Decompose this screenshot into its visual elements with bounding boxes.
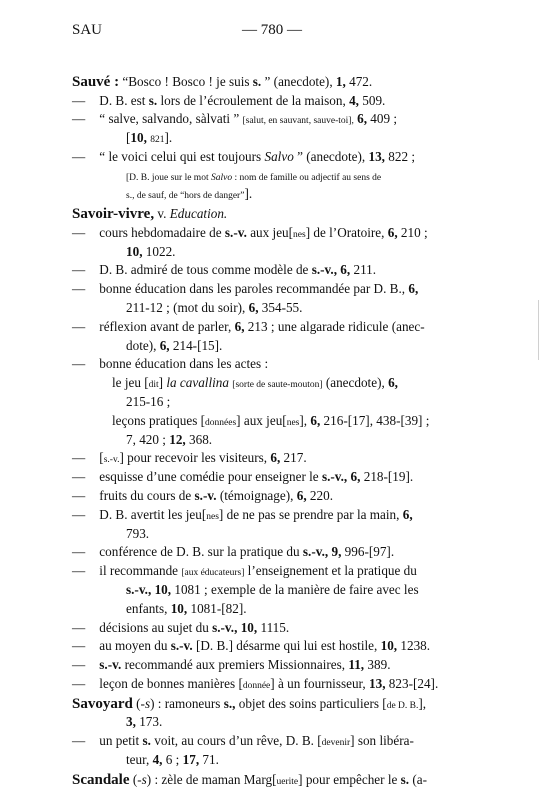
line-segment: dit [148,380,159,391]
line-segment: 1081-[82]. [187,600,247,616]
line-segment: ] de ne pas se prendre par la main, [218,506,403,522]
line-segment: 996-[97]. [341,544,395,560]
line-segment: objet des soins particuliers [ [235,695,387,711]
line-segment: ]. [244,186,253,202]
line-segment: D. B. admiré de tous comme modèle de [96,262,312,278]
index-line [72,393,470,412]
entry-dash: — [72,148,86,164]
page-header [72,22,472,42]
line-segment: s.-v., [302,544,329,560]
index-line [72,204,470,224]
index-line [72,600,470,619]
index-line [72,261,470,280]
line-segment: “ salve, salvando, sàlvati ” [96,111,243,127]
index-line [72,299,470,318]
index-line [72,148,470,167]
line-segment: 4, [349,92,359,108]
line-segment: 4, [152,751,163,767]
index-line [72,732,470,751]
line-segment: 71. [199,751,219,767]
line-segment: ] pour empêcher le [298,771,401,787]
line-segment: Salvo [210,172,233,183]
line-segment: 793. [126,525,150,541]
line-segment: s.-v. [103,455,120,466]
line-segment: 13, [369,675,386,691]
index-line [72,525,470,544]
entry-dash: — [72,469,86,485]
index-line [72,751,470,770]
line-segment: aux jeu[ [246,224,294,240]
line-segment: l’enseignement et la pratique du [244,563,417,579]
line-segment: [ [126,130,131,146]
index-line [72,675,470,694]
line-segment: 1115. [257,619,290,635]
line-segment: ] pour recevoir les visiteurs, [119,450,271,466]
line-segment: s. [252,74,262,89]
index-line [72,562,470,581]
line-segment: 509. [358,92,386,108]
line-segment: ]. [164,130,173,146]
line-segment: ] [158,375,167,391]
entry-dash: — [72,224,86,240]
index-line [72,167,470,186]
index-line [72,656,470,675]
line-segment: 472. [345,74,373,89]
line-segment: ] à un fournisseur, [270,675,370,691]
line-segment: “ le voici celui qui est toujours [96,148,265,164]
line-segment: ( [129,771,138,787]
line-segment: 6, [296,487,307,503]
line-segment: devenir [321,738,351,748]
line-segment: 6, [248,299,259,315]
entry-dash: — [72,733,86,748]
line-segment: 354-55. [258,299,303,315]
line-segment: il recommande [96,563,182,579]
line-segment: lors de l’écroulement de la maison, [157,92,350,108]
line-segment: nes [286,417,300,428]
line-segment: 389. [364,657,391,673]
index-line [72,318,470,337]
line-segment: cours hebdomadaire de [96,224,225,240]
index-line [72,619,470,638]
line-segment: la cavallina [166,375,229,391]
line-segment: 10, [126,243,143,259]
line-segment: 213 ; une algarade ridicule (anec- [244,318,425,334]
line-segment: 10, [170,600,188,616]
line-segment: 6, [270,450,281,466]
line-segment: 214-[15]. [169,337,223,353]
line-segment: 10, [154,581,172,597]
entry-dash: — [72,92,86,108]
line-segment: 10, [240,619,258,635]
line-segment: s. [400,771,410,787]
entry-dash: — [72,657,86,673]
index-line [72,713,470,732]
line-segment: 368. [185,431,213,447]
index-line [72,185,470,204]
entry-dash: — [72,619,86,635]
line-segment: [aux éducateurs] [181,568,245,579]
line-segment: [ [96,450,104,466]
line-segment: données [205,417,237,428]
line-segment: ) : zèle de maman Marg[ [146,771,277,787]
line-segment: [D. B. joue sur le mot [126,172,211,183]
entry-dash: — [72,318,86,334]
line-segment: 6, [350,469,361,485]
line-segment: s.-v. [96,657,122,673]
line-segment: leçon de bonnes manières [ [96,675,243,691]
line-segment: 3, [126,714,136,730]
index-line [72,694,470,714]
index-line [72,468,470,487]
running-head: SAU [72,22,103,38]
line-segment: 6, [159,337,170,353]
line-segment: recommandé aux premiers Missionnaires, [121,657,349,673]
line-segment: 821 [150,135,165,146]
line-segment: 6, [387,224,398,240]
line-segment: 822 ; [384,148,416,164]
line-segment: nes [206,511,219,522]
index-line [72,637,470,656]
line-segment: “Bosco ! Bosco ! je suis [119,74,253,89]
line-segment: 217. [280,450,307,466]
line-segment: 7, [126,431,136,447]
line-segment: 6, [408,281,419,297]
line-segment: s. [142,733,151,748]
index-line [72,110,470,129]
line-segment: D. B. est [96,92,149,108]
line-segment: ] son libéra- [350,733,414,748]
line-segment: décisions au sujet du [96,619,213,635]
line-segment: 6, [310,412,321,428]
line-segment: 10, [380,638,398,654]
line-segment: s.-v., [321,469,348,485]
line-segment: au moyen du [96,638,171,654]
index-line [72,487,470,506]
line-segment: (a- [409,771,428,787]
entry-headword: Scandale [72,771,130,788]
line-segment: 1238. [397,638,431,654]
index-body [72,72,470,789]
line-segment: dote), [126,337,160,353]
line-segment: leçons pratiques [ [112,412,206,428]
line-segment: D. B. avertit les jeu[ [96,506,207,522]
line-segment: -s [137,771,147,787]
index-line [72,355,470,374]
line-segment: 218-[19]. [360,469,414,485]
line-segment: 9, [331,544,342,560]
index-line [72,412,470,431]
line-segment: -s [140,695,151,711]
index-line [72,280,470,299]
line-segment: 1022. [142,243,176,259]
line-segment: s.-v., [126,581,152,597]
line-segment: s.-v. [194,487,217,503]
line-segment: ], [299,412,311,428]
entry-dash: — [72,111,86,127]
line-segment: ] aux jeu[ [236,412,287,428]
entry-dash: — [72,563,86,579]
line-segment: 409 ; [367,111,398,127]
line-segment: bonne éducation dans les paroles recommandée par D. B., [96,281,409,297]
entry-headword: Savoyard [72,695,133,712]
entry-headword: Sauvé : [72,74,120,90]
line-segment: enfants, [126,600,171,616]
line-segment: 6 ; [162,751,183,767]
line-segment: teur, [126,751,153,767]
line-segment: 216-[17], 438-[39] ; [320,412,430,428]
line-segment: s., de sauf, de “hors de danger” [126,191,245,202]
line-segment: s., [223,695,236,711]
line-segment: 6, [357,111,367,127]
index-line [72,449,470,468]
line-segment: s.-v., [311,262,337,278]
line-segment: uerite [276,776,299,787]
entry-dash: — [72,281,86,297]
line-segment: 211-12 ; (mot du soir), [126,299,249,315]
line-segment: 6, [388,375,398,391]
line-segment: conférence de D. B. sur la pratique du [96,544,303,560]
index-line [72,72,470,92]
line-segment: ” (anecdote), [293,148,369,164]
index-line [72,92,470,111]
entry-dash: — [72,638,86,654]
line-segment: Salvo [264,148,294,164]
line-segment: 6, [340,262,351,278]
index-line [72,337,470,356]
line-segment: 823-[24]. [385,675,439,691]
line-segment: bonne éducation dans les actes : [96,356,269,372]
line-segment: 13, [368,148,385,164]
line-segment: [D. B.] désarme qui lui est hostile, [192,638,381,654]
entry-headword: Savoir-vivre, [72,206,155,223]
line-segment: nes [293,229,306,240]
line-segment: s. [148,92,158,108]
line-segment: de D. B. [386,700,419,711]
line-segment: fruits du cours de [96,487,195,503]
index-line [72,224,470,243]
index-line [72,431,470,450]
index-line [72,243,470,262]
line-segment: [salut, en sauvant, sauve-toi], [242,116,354,127]
entry-dash: — [72,487,86,503]
line-segment: réflexion avant de parler, [96,318,235,334]
line-segment: donnée [242,680,271,691]
page-number: — 780 — [242,22,302,38]
line-segment: 6, [234,318,245,334]
line-segment: ) : ramoneurs [150,695,224,711]
line-segment: le jeu [ [112,375,149,391]
scan-margin-line [538,300,539,360]
line-segment: ], [418,695,427,711]
line-segment: ” (anecdote), [261,74,336,89]
line-segment: 12, [169,431,186,447]
line-segment: ] de l’Oratoire, [305,224,388,240]
line-segment: 6, [402,506,413,522]
index-line [72,374,470,393]
line-segment: 215-16 ; [126,393,171,409]
line-segment: 17, [182,751,200,767]
line-segment: (anecdote), [322,375,389,391]
line-segment: v. [154,206,170,222]
entry-dash: — [72,450,86,466]
line-segment: 10, [130,130,147,146]
line-segment: Education. [169,206,228,222]
line-segment: [sorte de saute-mouton] [232,380,323,391]
line-segment: un petit [96,733,143,748]
line-segment: s.-v., [212,619,238,635]
line-segment: s.-v. [170,638,193,654]
line-segment: 1081 ; exemple de la manière de faire avec les [171,581,419,597]
entry-dash: — [72,506,86,522]
line-segment: 211. [350,262,377,278]
index-line [72,581,470,600]
index-line [72,506,470,525]
line-segment: 220. [306,487,333,503]
line-segment: 173. [135,714,163,730]
line-segment: : nom de famille ou adjectif au sens de [232,172,382,183]
line-segment: esquisse d’une comédie pour enseigner le [96,469,322,485]
entry-dash: — [72,544,86,560]
entry-dash: — [72,356,86,372]
line-segment: 1, [335,74,346,89]
entry-dash: — [72,675,86,691]
line-segment: (témoignage), [216,487,297,503]
line-segment: 420 ; [135,431,170,447]
index-line [72,543,470,562]
line-segment: s.-v. [224,224,247,240]
line-segment: voit, au cours d’un rêve, D. B. [ [150,733,322,748]
index-line [72,129,470,148]
entry-dash: — [72,262,86,278]
line-segment: 11, [348,657,365,673]
line-segment: 210 ; [397,224,428,240]
index-line [72,770,470,790]
line-segment: ( [132,695,141,711]
